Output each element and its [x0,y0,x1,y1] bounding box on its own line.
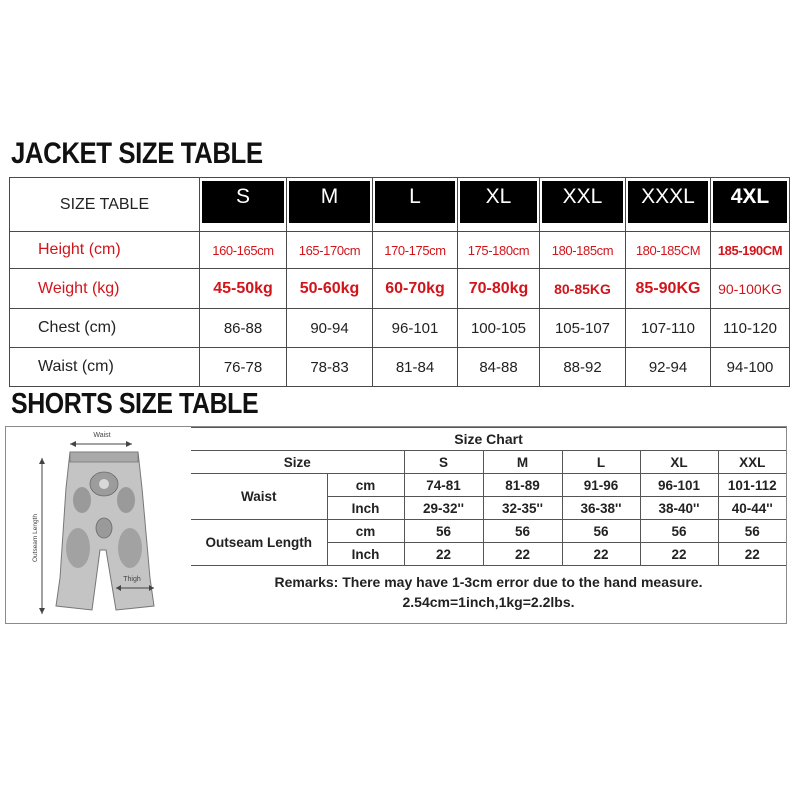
weight-value: 45-50kg [200,269,287,309]
waist-measure-row-label: Waist [191,474,327,520]
weight-value: 85-90KG [626,269,711,309]
size-table-label: SIZE TABLE [10,178,200,232]
outseam-inch-value: 22 [640,543,718,566]
size-chip: XXL [542,181,623,223]
size-header-s [200,178,287,232]
waist-value: 76-78 [200,348,287,387]
waist-value: 94-100 [711,348,790,387]
weight-row [10,269,790,309]
outseam-inch-value: 22 [483,543,562,566]
jacket-header-row [10,178,790,232]
size-chip: 4XL [713,181,787,223]
size-chip: M [289,181,370,223]
chest-value: 110-120 [711,309,790,348]
outseam-cm-value: 56 [404,520,483,543]
waist-inch-value: 38-40'' [640,497,718,520]
waist-inch-value: 29-32'' [404,497,483,520]
waist-cm-value: 101-112 [718,474,786,497]
waist-inch-value: 36-38'' [562,497,640,520]
outseam-inch-value: 22 [562,543,640,566]
size-chip: L [375,181,455,223]
weight-value: 50-60kg [287,269,373,309]
size-header-label: Size [191,451,404,474]
shorts-size-table [191,427,786,617]
height-value: 165-170cm [287,232,373,269]
outseam-row-label: Outseam Length [191,520,327,566]
unit-label: cm [327,474,404,497]
shorts-illustration [12,428,182,620]
height-value: 175-180cm [458,232,540,269]
unit-label: cm [327,520,404,543]
outseam-cm-value: 56 [562,520,640,543]
weight-label: Weight (kg) [10,269,200,309]
waist-value: 88-92 [540,348,626,387]
height-label: Height (cm) [10,232,200,269]
outseam-inch-value: 22 [718,543,786,566]
chest-value: 107-110 [626,309,711,348]
waist-measure-label: Waist [93,432,111,439]
shorts-size: S [404,451,483,474]
shorts-size-row [191,451,786,474]
size-header-4xl [711,178,790,232]
chest-label: Chest (cm) [10,309,200,348]
waist-value: 81-84 [373,348,458,387]
outseam-cm-value: 56 [718,520,786,543]
waist-cm-row [191,474,786,497]
jacket-size-heading: JACKET SIZE TABLE [11,137,263,170]
size-chip: XL [460,181,537,223]
weight-value: 60-70kg [373,269,458,309]
size-header-xxxl [626,178,711,232]
chest-value: 86-88 [200,309,287,348]
chest-value: 100-105 [458,309,540,348]
shorts-size: L [562,451,640,474]
size-chip: S [202,181,284,223]
size-header-xxl [540,178,626,232]
waist-value: 78-83 [287,348,373,387]
size-chip: XXXL [628,181,708,223]
weight-value: 70-80kg [458,269,540,309]
outseam-inch-value: 22 [404,543,483,566]
height-row [10,232,790,269]
weight-value: 80-85KG [540,269,626,309]
size-chart-title: Size Chart [191,428,786,451]
height-value: 180-185cm [540,232,626,269]
chest-value: 90-94 [287,309,373,348]
shorts-size-heading: SHORTS SIZE TABLE [11,388,259,420]
waist-label: Waist (cm) [10,348,200,387]
size-header-xl [458,178,540,232]
padded-shorts-icon [56,452,154,610]
size-chart-title-row [191,428,786,451]
height-value: 170-175cm [373,232,458,269]
chest-value: 96-101 [373,309,458,348]
remarks-line-2: 2.54cm=1inch,1kg=2.2lbs. [402,593,575,610]
weight-value: 90-100KG [711,269,790,309]
waist-cm-value: 74-81 [404,474,483,497]
size-header-m [287,178,373,232]
outseam-arrow-icon [39,458,45,614]
waist-cm-value: 96-101 [640,474,718,497]
remarks [191,566,786,618]
shorts-size: M [483,451,562,474]
unit-label: Inch [327,543,404,566]
height-value: 180-185CM [626,232,711,269]
shorts-size: XL [640,451,718,474]
remarks-row [191,566,786,618]
unit-label: Inch [327,497,404,520]
remarks-line-1: Remarks: There may have 1-3cm error due to the hand measure. [274,573,703,590]
waist-value: 84-88 [458,348,540,387]
chest-value: 105-107 [540,309,626,348]
height-value: 160-165cm [200,232,287,269]
waist-inch-value: 32-35'' [483,497,562,520]
waist-row [10,348,790,387]
waist-cm-value: 81-89 [483,474,562,497]
shorts-size: XXL [718,451,786,474]
outseam-cm-value: 56 [483,520,562,543]
outseam-cm-value: 56 [640,520,718,543]
height-value: 185-190CM [711,232,790,269]
waist-inch-value: 40-44'' [718,497,786,520]
size-header-l [373,178,458,232]
waist-value: 92-94 [626,348,711,387]
chest-row [10,309,790,348]
jacket-size-table [9,177,790,387]
waist-cm-value: 91-96 [562,474,640,497]
thigh-measure-label: Thigh [123,576,141,583]
outseam-measure-label: Outseam Length [32,513,39,563]
outseam-cm-row [191,520,786,543]
waist-arrow-icon [70,441,132,447]
